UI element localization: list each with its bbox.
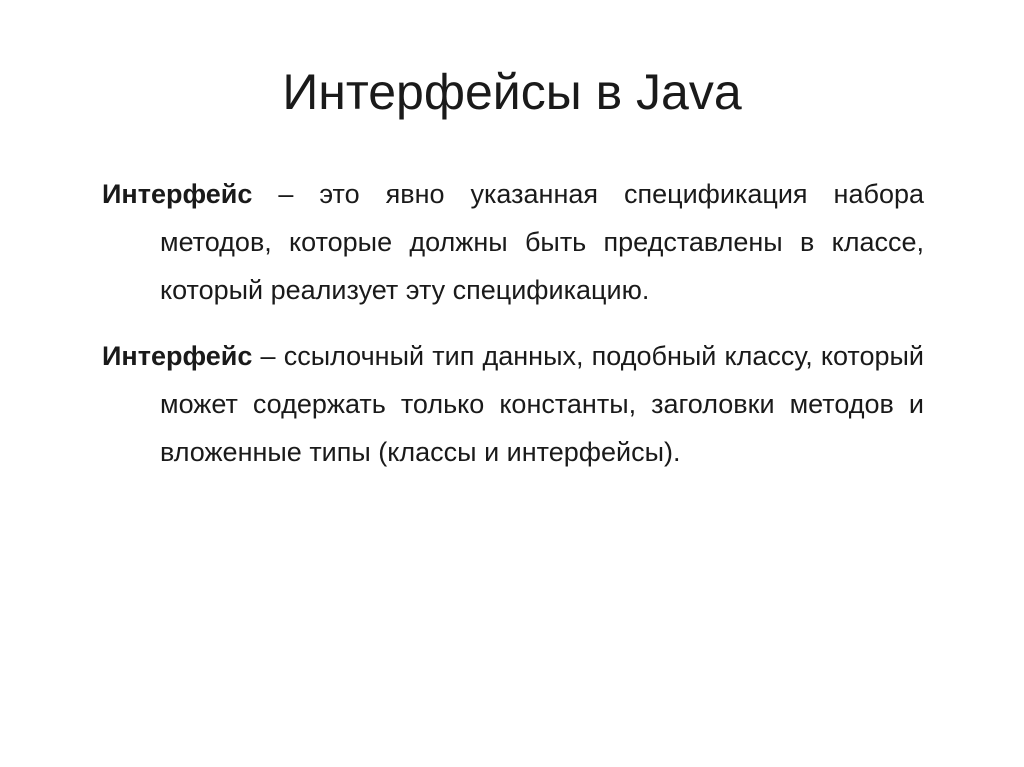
slide-body: [102, 170, 924, 494]
slide-title: Интерфейсы в Java: [282, 64, 742, 120]
definition-paragraph-2: [102, 332, 924, 476]
definition-text: – это явно указанная спецификация набора методов, которые должны быть представлены в классе, который реализует эту спецификацию.: [160, 179, 924, 305]
definition-term: Интерфейс: [102, 341, 253, 371]
definition-paragraph-1: [102, 170, 924, 314]
definition-text: – ссылочный тип данных, подобный классу, который может содержать только константы, заголовки методов и вложенные типы (классы и интерфейсы).: [160, 341, 924, 467]
definition-term: Интерфейс: [102, 179, 253, 209]
